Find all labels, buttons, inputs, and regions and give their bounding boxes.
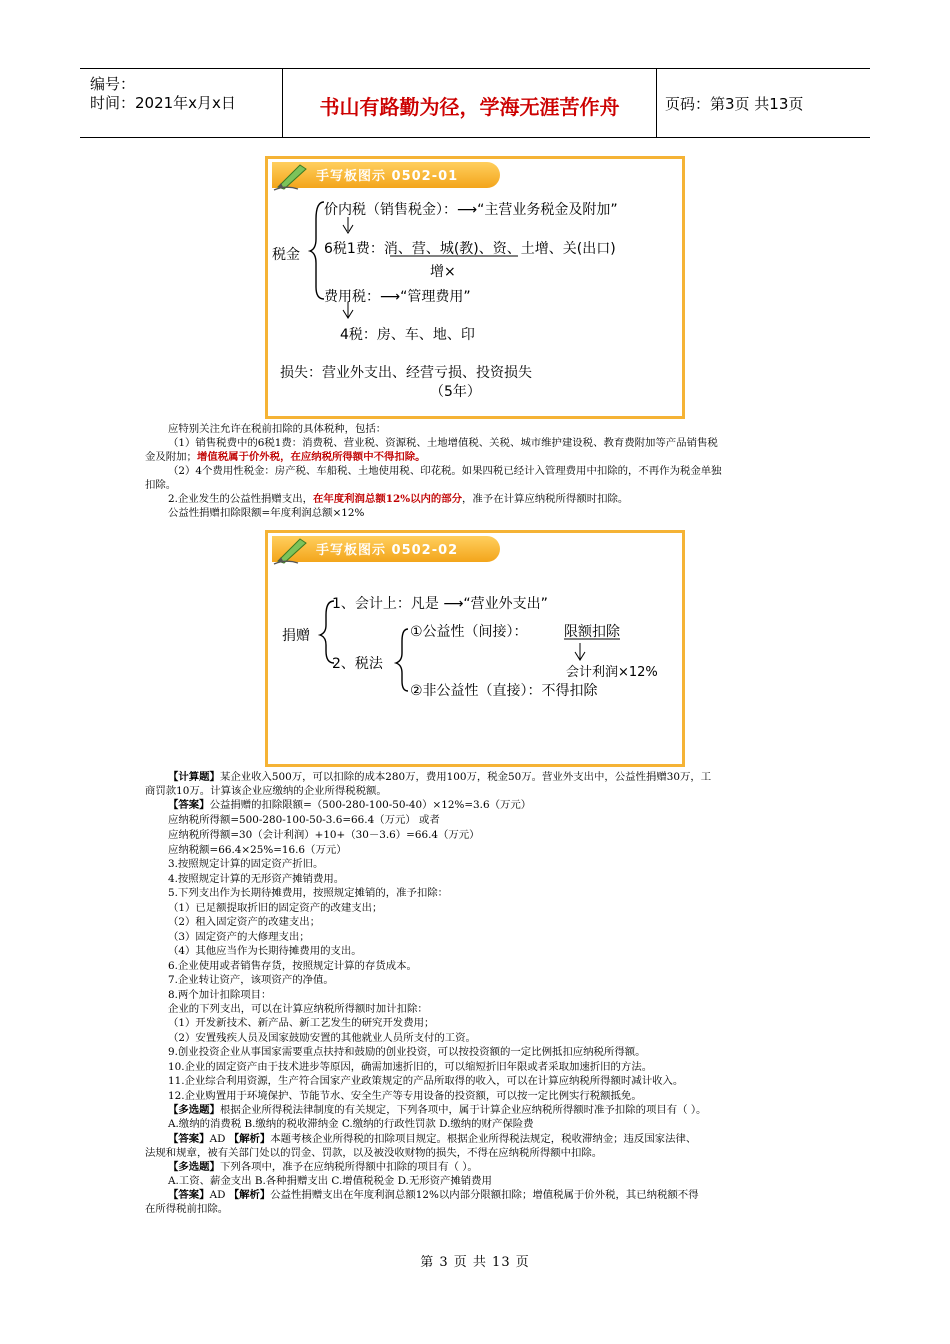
board-2-l1: 1、会计上：凡是 ⟶“营业外支出” [332, 596, 548, 612]
text-line: 应纳税所得额=500-280-100-50-3.6=66.4（万元） 或者 [168, 814, 440, 826]
text-line [168, 770, 711, 784]
page-number: 页码：第3页 共13页 [665, 95, 804, 113]
text-line: （3）固定资产的大修理支出； [168, 931, 310, 943]
board-2-l4: 会计利润×12% [566, 665, 658, 680]
doc-date: 时间：2021年x月x日 [90, 94, 236, 112]
section-label: 【答案】 [168, 1189, 210, 1201]
text-line: 10.企业的固定资产由于技术进步等原因，确需加速折旧的，可以缩短折旧年限或者采取加速折旧的方法。 [168, 1061, 653, 1073]
header-page-cell [657, 69, 870, 137]
text-line: 6.企业使用或者销售存货，按照规定计算的存货成本。 [168, 960, 417, 972]
section-label: 【答案】 [168, 1133, 210, 1145]
text-line: 3.按照规定计算的固定资产折旧。 [168, 858, 324, 870]
board-1-line3: 费用税：⟶“管理费用” [324, 289, 471, 305]
board-1-title: 手写板图示 0502-01 [316, 169, 459, 184]
text-line: 12.企业购置用于环境保护、节能节水、安全生产等专用设备的投资额，可以按一定比例实行税额抵免。 [168, 1090, 642, 1102]
text-line: 企业的下列支出，可以在计算应纳税所得额时加计扣除： [168, 1003, 428, 1015]
text-line: 7.企业转让资产，该项资产的净值。 [168, 974, 334, 986]
text-line: 11.企业综合利用资源，生产符合国家产业政策规定的产品所取得的收入，可以在计算应纳税所得额时减计收入。 [168, 1075, 684, 1087]
text-line: 应纳税所得额=30（会计利润）+10+（30－3.6）=66.4（万元） [168, 829, 480, 841]
text-span: 公益性捐赠支出在年度利润总额12%以内部分限额扣除；增值税属于价外税，其已纳税额不得 [270, 1189, 699, 1201]
text-line [168, 798, 531, 812]
text-line: 商罚款10万。计算该企业应缴纳的企业所得税税额。 [145, 785, 387, 797]
handwriting-board-1 [265, 156, 685, 419]
section-label: 【多选题】 [168, 1104, 220, 1116]
board-2-title: 手写板图示 0502-02 [316, 543, 459, 558]
text-line: （2）租入固定资产的改建支出； [168, 916, 321, 928]
text-line: 9.创业投资企业从事国家需要重点扶持和鼓励的创业投资，可以按投资额的一定比例抵扣应纳税所得额。 [168, 1046, 646, 1058]
text-p2c-highlight: 增值税属于价外税，在应纳税所得额中不得扣除。 [196, 451, 426, 463]
text-p3b: 扣除。 [145, 479, 177, 491]
text-p4-line [168, 492, 628, 506]
board-2-l5: ②非公益性（直接）：不得扣除 [410, 683, 598, 699]
text-line: A.缴纳的消费税 B.缴纳的税收滞纳金 C.缴纳的行政性罚款 D.缴纳的财产保险费 [168, 1118, 534, 1130]
text-span: 下列各项中，准予在应纳税所得额中扣除的项目有（ ）。 [219, 1161, 478, 1173]
board-1-line1: 价内税（销售税金）：⟶“主营业务税金及附加” [324, 202, 618, 218]
text-p4a: 2.企业发生的公益性捐赠支出， [168, 493, 313, 505]
text-line [168, 1188, 699, 1202]
text-span: AD [209, 1133, 229, 1145]
text-line [168, 1160, 478, 1174]
section-label: 【解析】 [228, 1133, 271, 1145]
board-2-l3b: 限额扣除 [564, 624, 620, 640]
text-line: （1）已足额提取折旧的固定资产的改建支出； [168, 902, 383, 914]
text-line [168, 1103, 706, 1117]
section-label: 【多选题】 [168, 1161, 220, 1173]
text-line [168, 1132, 696, 1146]
text-line: A.工资、薪金支出 B.各种捐赠支出 C.增值税税金 D.无形资产摊销费用 [168, 1175, 492, 1187]
doc-number: 编号： [90, 75, 136, 93]
text-line: 4.按照规定计算的无形资产摊销费用。 [168, 873, 345, 885]
board-1-tax: 税金 [272, 247, 300, 263]
text-p2b: 金及附加； [145, 451, 197, 463]
text-line: 5.下列支出作为长期待摊费用，按照规定摊销的，准予扣除： [168, 887, 449, 899]
board-2-brackets [268, 533, 688, 770]
text-span: 根据企业所得税法律制度的有关规定，下列各项中，属于计算企业应纳税所得额时准予扣除的项目有（ ）。 [219, 1104, 707, 1116]
section-label: 【答案】 [168, 799, 210, 811]
board-1-line6: （5年） [430, 384, 481, 400]
handwriting-board-2 [265, 530, 685, 767]
header-motto-cell [283, 69, 657, 137]
header-info-cell [80, 69, 283, 137]
text-line: 应纳税额=66.4×25%=16.6（万元） [168, 844, 347, 856]
text-p1: 应特别关注允许在税前扣除的具体税种，包括： [168, 423, 387, 435]
text-span: 公益捐赠的扣除限额=（500-280-100-50-40）×12%=3.6（万元） [209, 799, 532, 811]
text-line: 法规和规章，被有关部门处以的罚金、罚款，以及被没收财物的损失，不得在应纳税所得额中扣除。 [145, 1147, 603, 1159]
text-p3a: （2）4个费用性税金：房产税、车船税、土地使用税、印花税。如果四税已经计入管理费用中扣除的，不再作为税金单独 [168, 465, 722, 477]
board-2-l2: 2、税法 [332, 656, 383, 672]
text-line: 在所得税前扣除。 [145, 1203, 229, 1215]
text-p2b-line [145, 450, 426, 464]
text-span: 本题考核企业所得税的扣除项目规定。根据企业所得税法规定，税收滞纳金；违反国家法律、 [270, 1133, 697, 1145]
text-p2a: （1）销售税费中的6税1费：消费税、营业税、资源税、土地增值税、关税、城市维护建设税、教育费附加等产品销售税 [168, 437, 718, 449]
motto: 书山有路勤为径，学海无涯苦作舟 [319, 95, 620, 119]
page-header [80, 68, 870, 138]
board-1-line5: 损失：营业外支出、经营亏损、投资损失 [280, 365, 532, 381]
board-1-line2: 6税1费：消、营、城(教)、资、土增、关(出口) [324, 241, 616, 257]
text-line: （4）其他应当作为长期待摊费用的支出。 [168, 945, 362, 957]
board-2-donate: 捐赠 [282, 628, 310, 644]
text-line: （1）开发新技术、新产品、新工艺发生的研究开发费用； [168, 1017, 435, 1029]
text-p4b-highlight: 在年度利润总额12%以内的部分 [313, 493, 463, 505]
section-label: 【计算题】 [168, 771, 220, 783]
text-p5: 公益性捐赠扣除限额=年度利润总额×12% [168, 507, 365, 519]
text-line: 8.两个加计扣除项目： [168, 989, 272, 1001]
text-p4c: ，准予在计算应纳税所得额时扣除。 [462, 493, 629, 505]
section-label: 【解析】 [228, 1189, 271, 1201]
board-1-line4: 4税：房、车、地、印 [340, 327, 475, 343]
board-2-l3a: ①公益性（间接）： [410, 624, 528, 640]
text-span: AD [209, 1189, 229, 1201]
board-1-line2b: 增× [430, 264, 456, 280]
text-span: 某企业收入500万，可以扣除的成本280万，费用100万，税金50万。营业外支出中，公益性捐赠30万，工 [219, 771, 712, 783]
text-line: （2）安置残疾人员及国家鼓励安置的其他就业人员所支付的工资。 [168, 1032, 476, 1044]
page-footer: 第 3 页 共 13 页 [420, 1255, 530, 1270]
